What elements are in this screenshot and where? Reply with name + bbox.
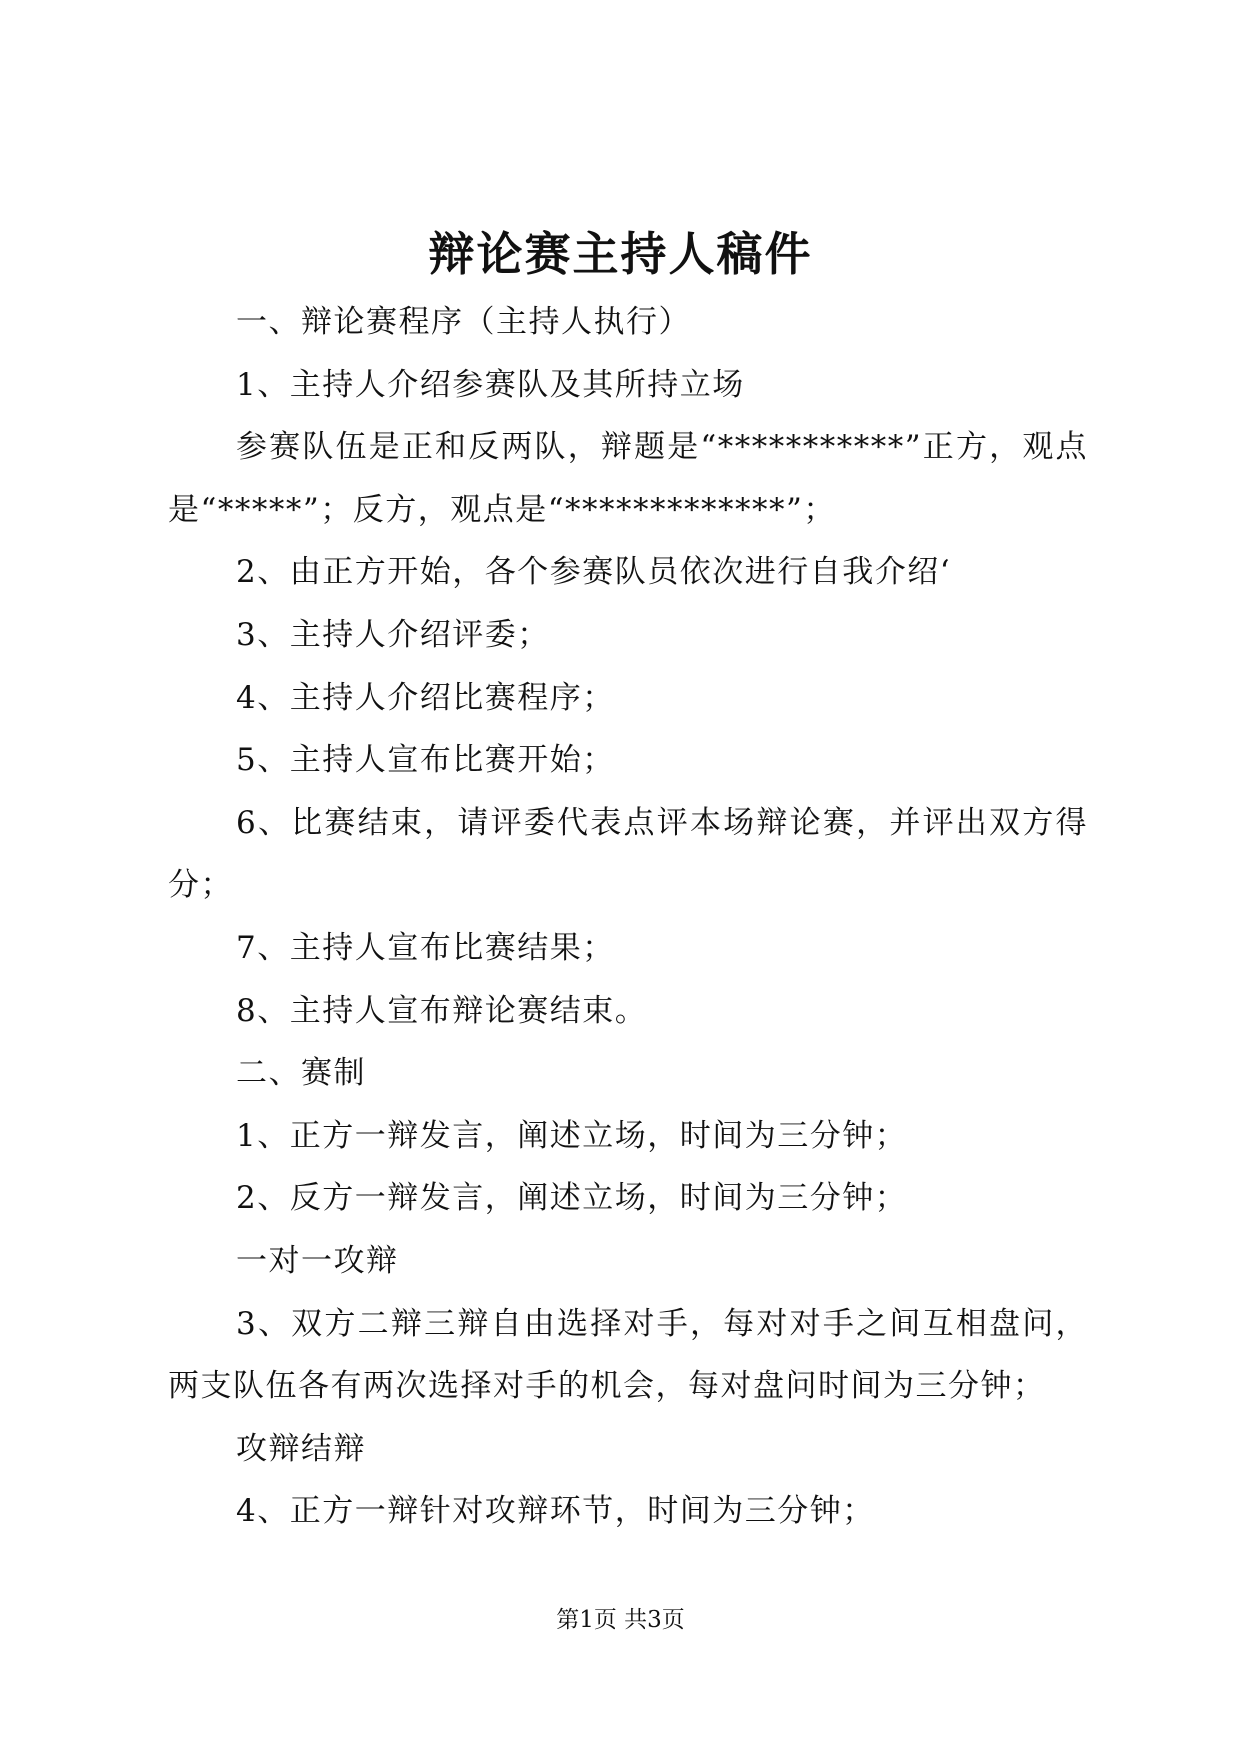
paragraph: 4、主持人介绍比赛程序； [236,679,615,716]
paragraph: 2、由正方开始，各个参赛队员依次进行自我介绍‘ [236,554,952,591]
paragraph: 2、反方一辩发言，阐述立场，时间为三分钟； [236,1180,908,1217]
paragraph: 4、正方一辩针对攻辩环节，时间为三分钟； [236,1493,875,1530]
paragraph: 参赛队伍是正和反两队，辩题是“***********”正方，观点是“*****”；反方，观点是“*************”； [168,429,1088,528]
paragraph: 一对一攻辩 [236,1242,399,1279]
document-title: 辩论赛主持人稿件 [428,227,813,281]
paragraph: 1、正方一辩发言，阐述立场，时间为三分钟； [236,1117,908,1154]
paragraph: 3、双方二辩三辩自由选择对手，每对对手之间互相盘问，两支队伍各有两次选择对手的机会，每对盘问时间为三分钟； [168,1305,1088,1405]
paragraph: 一、辩论赛程序（主持人执行） [236,304,691,340]
paragraph: 5、主持人宣布比赛开始； [236,742,615,779]
paragraph: 7、主持人宣布比赛结果； [236,929,615,966]
paragraph: 二、赛制 [236,1055,366,1092]
paragraph: 攻辩结辩 [236,1430,366,1467]
paragraph: 1、主持人介绍参赛队及其所持立场 [236,366,745,403]
paragraph: 3、主持人介绍评委； [236,616,550,653]
paragraph: 8、主持人宣布辩论赛结束。 [236,992,648,1029]
paragraph: 6、比赛结束，请评委代表点评本场辩论赛，并评出双方得分； [168,804,1088,904]
document-body [168,291,1088,1543]
page-footer: 第1页 共3页 [556,1607,685,1633]
